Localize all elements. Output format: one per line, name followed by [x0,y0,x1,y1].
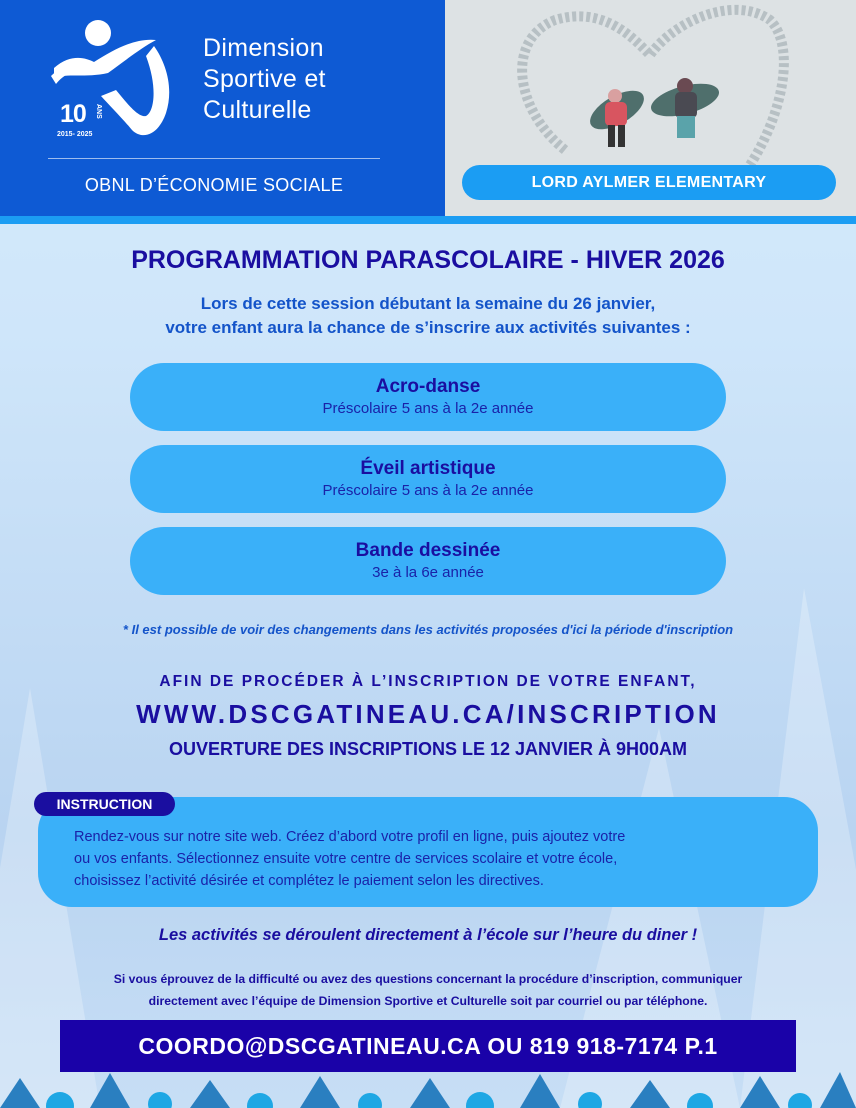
lunch-note: Les activités se déroulent directement à l’école sur l’heure du diner ! [158,926,698,944]
activity-name: Bande dessinée [355,540,501,561]
registration-url[interactable]: WWW.DSCGATINEAU.CA/INSCRIPTION [136,699,720,729]
activity-card [130,363,726,431]
header [0,0,856,216]
activity-grade: Préscolaire 5 ans à la 2e année [322,482,534,499]
intro-text [0,292,856,340]
instruction-line: ou vos enfants. Sélectionnez ensuite votre centre de services scolaire et votre école, [74,851,618,867]
anniversary-number: 10 [60,100,86,128]
activity-grade: 3e à la 6e année [372,564,484,581]
brand-name [203,33,326,126]
brand-line: Culturelle [203,96,312,124]
leaves-decoration-icon [0,1068,856,1108]
instruction-text [74,826,794,892]
intro-line: votre enfant aura la chance de s’inscrire aux activités suivantes : [165,318,691,337]
changes-note: * Il est possible de voir des changements dans les activités proposées d'ici la période d'inscription [122,622,734,637]
registration-intro: AFIN DE PROCÉDER À L’INSCRIPTION DE VOTRE ENFANT, [159,673,697,690]
help-text [0,968,856,1012]
contact-banner[interactable]: COORDO@DSCGATINEAU.CA OU 819 918-7174 P.1 [60,1020,796,1072]
activity-name: Éveil artistique [360,458,496,479]
instruction-line: Rendez-vous sur notre site web. Créez d’abord votre profil en ligne, puis ajoutez votre [74,829,626,845]
brand-tagline: OBNL D’ÉCONOMIE SOCIALE [84,175,344,195]
registration-opening: OUVERTURE DES INSCRIPTIONS LE 12 JANVIER À 9H00AM [168,739,688,759]
intro-line: Lors de cette session débutant la semaine du 26 janvier, [200,294,656,313]
activity-card [130,445,726,513]
help-line: directement avec l’équipe de Dimension Sportive et Culturelle soit par courriel ou par téléphone. [148,994,708,1008]
activity-card [130,527,726,595]
anniversary-unit: ANS [95,104,102,119]
brand-panel [0,0,445,216]
instruction-line: choisissez l’activité désirée et complétez le paiement selon les directives. [74,873,544,889]
school-badge: LORD AYLMER ELEMENTARY [462,165,836,200]
brand-line: Dimension [203,34,324,62]
brand-divider [48,158,380,159]
help-line: Si vous éprouvez de la difficulté ou avez des questions concernant la procédure d’inscription, communiquer [113,972,743,986]
anniversary-years: 2015- 2025 [57,131,93,138]
page-title: PROGRAMMATION PARASCOLAIRE - HIVER 2026 [131,246,725,274]
header-accent-bar [0,216,856,224]
instruction-label: INSTRUCTION [34,792,175,816]
activity-name: Acro-danse [375,376,481,397]
brand-line: Sportive et [203,65,326,93]
activity-grade: Préscolaire 5 ans à la 2e année [322,400,534,417]
